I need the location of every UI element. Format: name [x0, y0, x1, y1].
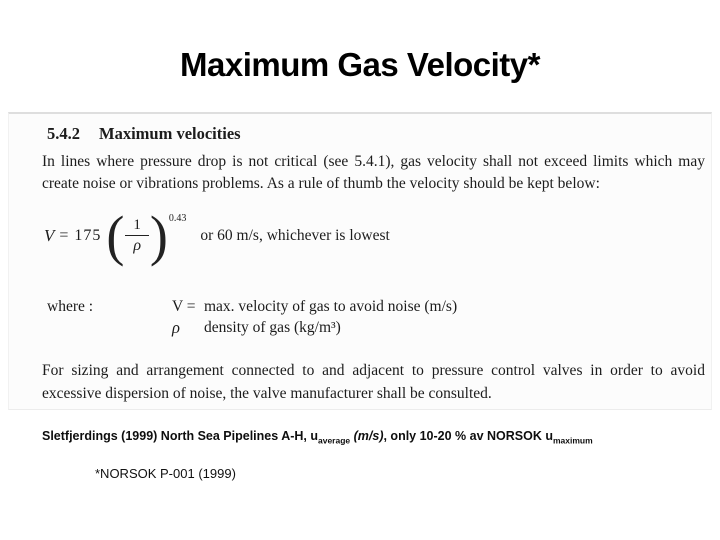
definition-text-rho: density of gas (kg/m³) [204, 319, 341, 336]
open-paren: ( [106, 204, 125, 268]
section-number: 5.4.2 [47, 124, 80, 143]
citation-text: Sletfjerdings (1999) North Sea Pipelines A-H, u [42, 429, 318, 443]
citation-text-2: , only 10-20 % av NORSOK u [383, 429, 553, 443]
where-label: where : [47, 298, 94, 315]
formula-variable: V [44, 226, 55, 245]
section-title: Maximum velocities [99, 124, 241, 143]
formula-equals-value: = 175 [59, 227, 102, 244]
page-title: Maximum Gas Velocity* [180, 46, 540, 83]
fraction-numerator: 1 [125, 217, 149, 236]
definition-text-v: max. velocity of gas to avoid noise (m/s) [204, 298, 458, 315]
document-paragraph-1: In lines where pressure drop is not critical (see 5.4.1), gas velocity shall not exceed limits which may create noise or vibrations problems. As a rule of thumb the velocity should be kept below: [42, 153, 705, 192]
formula-exponent: 0.43 [168, 213, 187, 224]
fraction-denominator: ρ [133, 236, 141, 254]
formula-condition: or 60 m/s, whichever is lowest [200, 227, 390, 244]
fraction [125, 217, 149, 256]
definition-symbol-v: V = [172, 298, 196, 315]
citation-units: (m/s) [350, 429, 384, 443]
citation-subscript-maximum: maximum [552, 435, 593, 446]
citation-subscript-average: average [318, 435, 351, 446]
definition-symbol-rho: ρ [172, 318, 180, 337]
document-section-heading [47, 124, 711, 144]
document-excerpt [8, 112, 712, 410]
where-block [47, 296, 711, 338]
citation-line [42, 428, 710, 444]
symbol-definitions [172, 296, 457, 338]
footnote: *NORSOK P-001 (1999) [95, 466, 236, 481]
document-paragraph-2: For sizing and arrangement connected to and adjacent to pressure control valves in order to avoid excessive dispersion of noise, the valve manufacturer shall be consulted. [42, 362, 705, 402]
velocity-formula [44, 204, 711, 268]
close-paren: ) [149, 204, 168, 268]
